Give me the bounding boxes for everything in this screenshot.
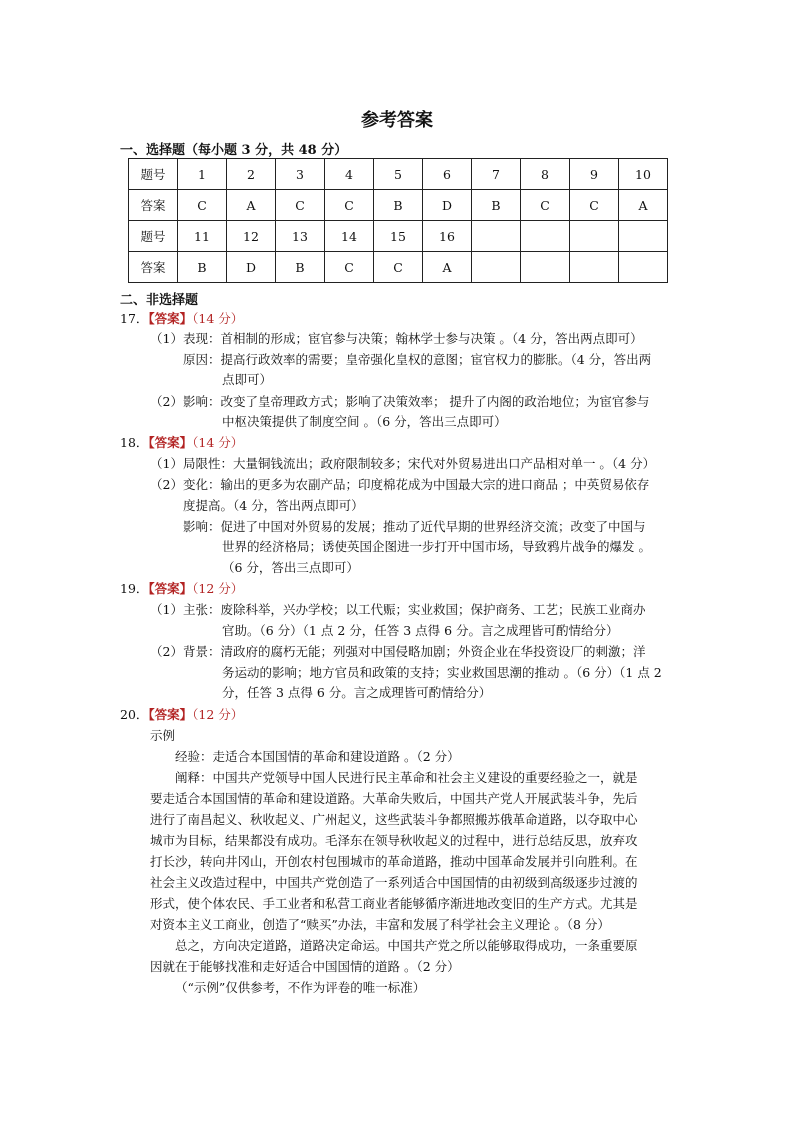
table-cell — [619, 221, 668, 252]
section-heading-non-choice: 二、非选择题 — [120, 293, 199, 308]
table-cell: 13 — [276, 221, 325, 252]
table-cell: C — [276, 190, 325, 221]
row-header: 答案 — [129, 252, 178, 283]
table-cell: 1 — [178, 159, 227, 190]
score-label: （14 分） — [192, 311, 244, 326]
table-cell: 7 — [472, 159, 521, 190]
table-cell: C — [325, 190, 374, 221]
table-cell: 15 — [374, 221, 423, 252]
question-number: 20． — [120, 707, 149, 722]
table-cell: 2 — [227, 159, 276, 190]
answer-line: 社会主义改造过程中，中国共产党创造了一系列适合中国国情的由初级到高级逐步过渡的 — [150, 875, 638, 890]
table-cell: C — [178, 190, 227, 221]
question-19-header — [120, 580, 243, 598]
table-cell: C — [570, 190, 619, 221]
answer-line: （2）背景：清政府的腐朽无能；列强对中国侵略加剧；外资企业在华投资设厂的刺激；洋 — [150, 644, 646, 659]
answer-line: 因就在于能够找准和走好适合中国国情的道路 。（2 分） — [150, 959, 460, 974]
row-header: 题号 — [129, 221, 178, 252]
answer-table — [128, 158, 668, 283]
table-cell — [521, 252, 570, 283]
table-cell — [472, 252, 521, 283]
answer-line: 阐释：中国共产党领导中国人民进行民主革命和社会主义建设的重要经验之一，就是 — [175, 770, 638, 785]
answer-line: 世界的经济格局；诱使英国企图进一步打开中国市场，导致鸦片战争的爆发 。 — [222, 539, 651, 554]
question-18-header — [120, 434, 243, 452]
answer-line: （2）变化：输出的更多为农副产品；印度棉花成为中国最大宗的进口商品 ；中英贸易依存 — [150, 477, 650, 492]
table-cell: 4 — [325, 159, 374, 190]
answer-line: 对资本主义工商业，创造了“赎买”办法，丰富和发展了科学社会主义理论 。（8 分） — [150, 917, 610, 932]
answer-line: 务运动的影响；地方官员和政策的支持；实业救国思潮的推动 。（6 分）（1 点 2 — [222, 665, 662, 680]
answer-line: 城市为目标，结果都没有成功。毛泽东在领导秋收起义的过程中，进行总结反思，放弃攻 — [150, 833, 638, 848]
table-cell: 14 — [325, 221, 374, 252]
table-cell: C — [521, 190, 570, 221]
answer-line: （6 分，答出三点即可） — [222, 560, 359, 575]
table-cell: 9 — [570, 159, 619, 190]
question-number: 19． — [120, 581, 149, 596]
table-cell — [570, 221, 619, 252]
table-cell — [570, 252, 619, 283]
answer-line: 点即可） — [222, 372, 273, 387]
answer-tag: 【答案】 — [148, 311, 193, 326]
table-cell — [472, 221, 521, 252]
table-cell: B — [472, 190, 521, 221]
table-cell: 12 — [227, 221, 276, 252]
answer-tag: 【答案】 — [148, 707, 193, 722]
question-20-header — [120, 706, 243, 724]
answer-line: 中枢决策提供了制度空间 。（6 分，答出三点即可） — [222, 414, 507, 429]
score-label: （12 分） — [192, 581, 244, 596]
table-cell: A — [227, 190, 276, 221]
table-row — [129, 252, 668, 283]
question-17-header — [120, 310, 243, 328]
answer-line: 经验：走适合本国国情的革命和建设道路 。（2 分） — [175, 749, 460, 764]
table-cell: B — [374, 190, 423, 221]
answer-line: 分，任答 3 点得 6 分。言之成理皆可酌情给分） — [222, 685, 492, 700]
question-number: 17． — [120, 311, 149, 326]
answer-line: （2）影响：改变了皇帝理政方式；影响了决策效率； 提升了内阁的政治地位；为宦官参与 — [150, 394, 650, 409]
table-row — [129, 190, 668, 221]
table-row — [129, 159, 668, 190]
answer-line: 影响：促进了中国对外贸易的发展；推动了近代早期的世界经济交流；改变了中国与 — [183, 519, 646, 534]
table-cell: 16 — [423, 221, 472, 252]
row-header: 题号 — [129, 159, 178, 190]
table-cell: 6 — [423, 159, 472, 190]
answer-line: （1）表现：首相制的形成；宦官参与决策；翰林学士参与决策 。（4 分，答出两点即可） — [150, 331, 643, 346]
answer-line: 原因：提高行政效率的需要；皇帝强化皇权的意图；宦官权力的膨胀。（4 分，答出两 — [183, 352, 652, 367]
section-heading-multiple-choice: 一、选择题（每小题 3 分，共 48 分） — [120, 143, 348, 158]
answer-tag: 【答案】 — [148, 435, 193, 450]
row-header: 答案 — [129, 190, 178, 221]
answer-line: 度提高。（4 分，答出两点即可） — [183, 498, 364, 513]
answer-tag: 【答案】 — [148, 581, 193, 596]
table-cell: 10 — [619, 159, 668, 190]
question-number: 18． — [120, 435, 149, 450]
answer-line: （1）局限性：大量铜钱流出；政府限制较多；宋代对外贸易进出口产品相对单一 。（4 分） — [150, 456, 656, 471]
table-cell: C — [325, 252, 374, 283]
answer-line: 官助。（6 分）（1 点 2 分，任答 3 点得 6 分。言之成理皆可酌情给分） — [222, 623, 619, 638]
table-cell: A — [423, 252, 472, 283]
table-cell: B — [276, 252, 325, 283]
table-row — [129, 221, 668, 252]
table-cell: 8 — [521, 159, 570, 190]
table-cell: D — [423, 190, 472, 221]
table-cell: 3 — [276, 159, 325, 190]
score-label: （12 分） — [192, 707, 244, 722]
table-cell: 5 — [374, 159, 423, 190]
answer-line: 要走适合本国国情的革命和建设道路。大革命失败后，中国共产党人开展武装斗争，先后 — [150, 791, 638, 806]
answer-line: 总之，方向决定道路，道路决定命运。中国共产党之所以能够取得成功，一条重要原 — [175, 938, 638, 953]
table-cell: C — [374, 252, 423, 283]
table-cell — [619, 252, 668, 283]
score-label: （14 分） — [192, 435, 244, 450]
page-title: 参考答案 — [361, 110, 433, 131]
table-cell: D — [227, 252, 276, 283]
table-cell: 11 — [178, 221, 227, 252]
example-label: 示例 — [150, 728, 176, 743]
answer-line: 进行了南昌起义、秋收起义、广州起义，这些武装斗争都照搬苏俄革命道路，以夺取中心 — [150, 812, 638, 827]
table-cell: B — [178, 252, 227, 283]
answer-line: 形式，使个体农民、手工业者和私营工商业者能够循序渐进地改变旧的生产方式。尤其是 — [150, 896, 638, 911]
table-cell: A — [619, 190, 668, 221]
answer-line: 打长沙，转向井冈山，开创农村包围城市的革命道路，推动中国革命发展并引向胜利。在 — [150, 854, 638, 869]
table-cell — [521, 221, 570, 252]
footnote: （“示例”仅供参考，不作为评卷的唯一标准） — [175, 980, 426, 995]
answer-line: （1）主张：废除科举，兴办学校；以工代赈；实业救国；保护商务、工艺；民族工业商办 — [150, 602, 646, 617]
